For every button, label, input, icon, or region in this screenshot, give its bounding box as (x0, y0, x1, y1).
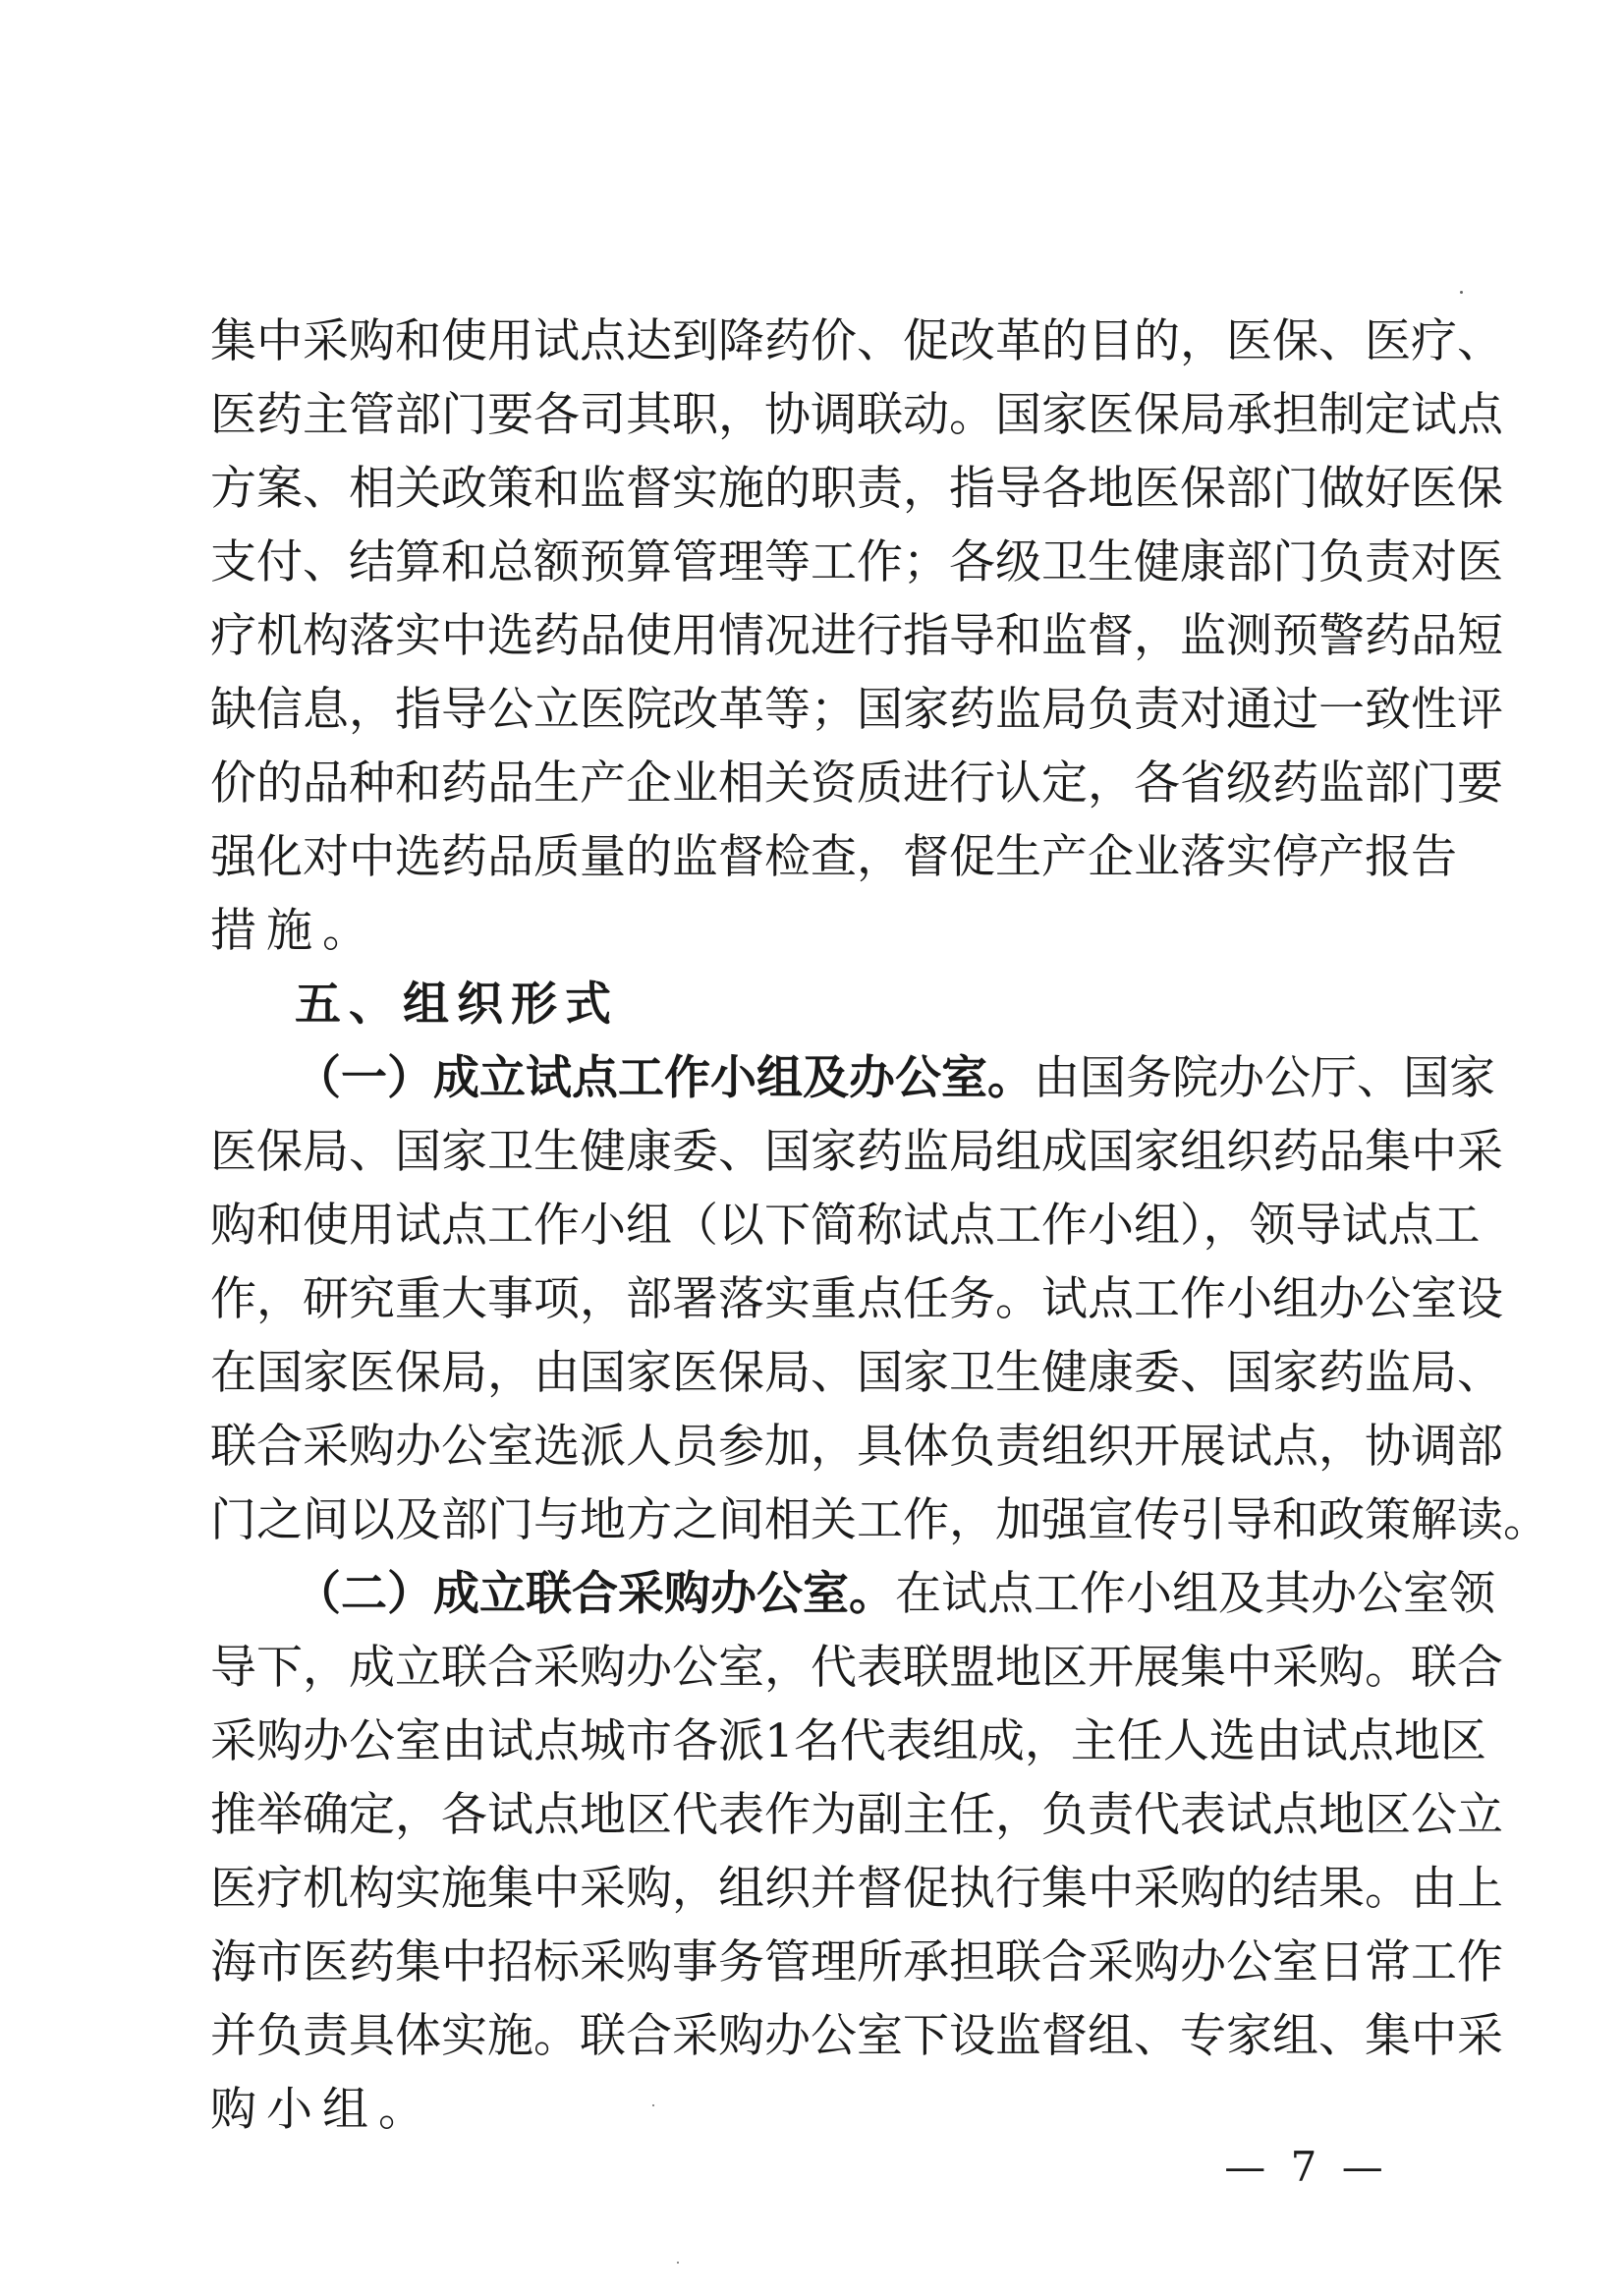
paragraph-line: 门之间以及部门与地方之间相关工作，加强宣传引导和政策解读。 (210, 1493, 1549, 1547)
paragraph-line: 医药主管部门要各司其职，协调联动。国家医保局承担制定试点 (210, 388, 1503, 442)
paragraph-first-line (295, 1557, 1495, 1631)
paragraph-line: 并负责具体实施。联合采购办公室下设监督组、专家组、集中采 (210, 2009, 1503, 2063)
section-heading: 五、组织形式 (295, 978, 619, 1032)
sub-heading: （一）成立试点工作小组及办公室。 (295, 1051, 1034, 1105)
paragraph-line: 购小组。 (210, 2083, 434, 2137)
paragraph-line: 采购办公室由试点城市各派1名代表组成，主任人选由试点地区 (210, 1714, 1486, 1768)
paragraph-line: 联合采购办公室选派人员参加，具体负责组织开展试点，协调部 (210, 1420, 1503, 1474)
paragraph-line: 在国家医保局，由国家医保局、国家卫生健康委、国家药监局、 (210, 1346, 1503, 1400)
paragraph-line: 导下，成立联合采购办公室，代表联盟地区开展集中采购。联合 (210, 1641, 1503, 1695)
sub-heading: （二）成立联合采购办公室。 (295, 1567, 895, 1621)
paragraph-line: 缺信息，指导公立医院改革等；国家药监局负责对通过一致性评 (210, 683, 1503, 737)
paragraph-line: 强化对中选药品质量的监督检查，督促生产企业落实停产报告 (210, 830, 1457, 884)
paragraph-line: 作，研究重大事项，部署落实重点任务。试点工作小组办公室设 (210, 1272, 1503, 1326)
paragraph-line: 推举确定，各试点地区代表作为副主任，负责代表试点地区公立 (210, 1788, 1503, 1842)
scan-speck (1460, 291, 1463, 294)
paragraph-line: 价的品种和药品生产企业相关资质进行认定，各省级药监部门要 (210, 756, 1503, 811)
paragraph-line: 措施。 (210, 904, 378, 958)
paragraph-line: 方案、相关政策和监督实施的职责，指导各地医保部门做好医保 (210, 462, 1503, 516)
paragraph-line: 医疗机构实施集中采购，组织并督促执行集中采购的结果。由上 (210, 1862, 1503, 1916)
paragraph-line: 海市医药集中招标采购事务管理所承担联合采购办公室日常工作 (210, 1935, 1503, 1989)
paragraph-line: 医保局、国家卫生健康委、国家药监局组成国家组织药品集中采 (210, 1125, 1503, 1179)
paragraph-line: 集中采购和使用试点达到降药价、促改革的目的，医保、医疗、 (210, 314, 1503, 368)
scan-speck (677, 2262, 679, 2264)
paragraph-line: 购和使用试点工作小组（以下简称试点工作小组），领导试点工 (210, 1199, 1481, 1253)
page-number: — 7 — (1224, 2143, 1389, 2191)
paragraph-text: 由国务院办公厅、国家 (1034, 1051, 1495, 1105)
paragraph-text: 在试点工作小组及其办公室领 (895, 1567, 1495, 1621)
paragraph-line: 支付、结算和总额预算管理等工作；各级卫生健康部门负责对医 (210, 535, 1503, 589)
scan-speck (652, 2104, 654, 2106)
paragraph-first-line (295, 1041, 1495, 1115)
paragraph-line: 疗机构落实中选药品使用情况进行指导和监督，监测预警药品短 (210, 609, 1503, 663)
